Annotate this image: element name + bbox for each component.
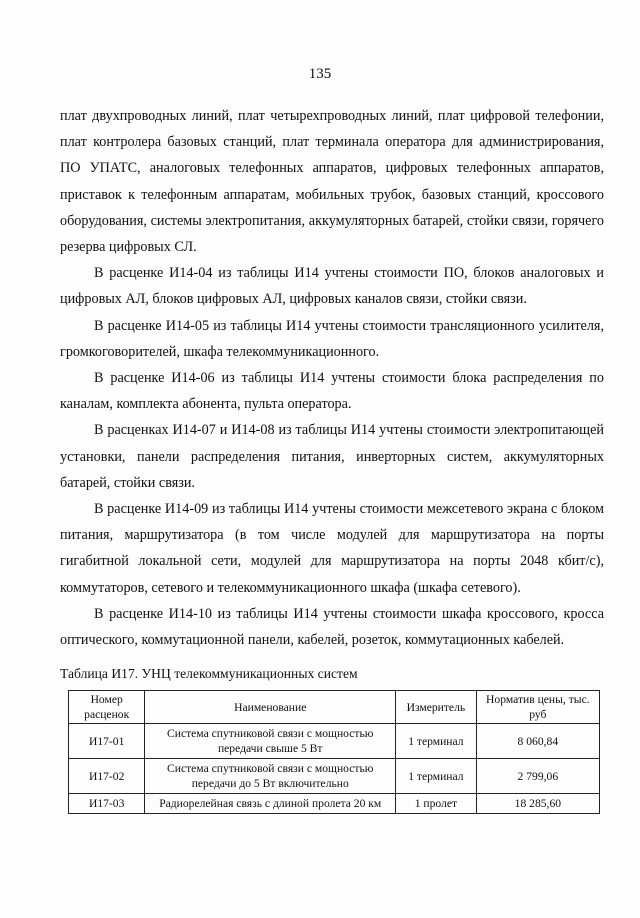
cell-name: Радиорелейная связь с длиной пролета 20 км — [145, 794, 396, 814]
price-table — [68, 690, 600, 814]
header-unit: Измеритель — [396, 691, 477, 724]
cell-unit: 1 пролет — [396, 794, 477, 814]
header-price: Норматив цены, тыс. руб — [476, 691, 599, 724]
table-row — [69, 759, 600, 794]
page-number: 135 — [308, 66, 332, 82]
cell-num: И17-02 — [69, 759, 145, 794]
table-header-row — [69, 691, 600, 724]
paragraph: плат двухпроводных линий, плат четырехпроводных линий, плат цифровой телефонии, плат контролера базовых станций, плат терминала оператора для администрирования, ПО УПАТС, аналоговых телефонных аппаратов, цифровых телефонных аппаратов, приставок к телефонным аппаратам, мобильных трубок, базовых станций, кроссового оборудования, системы электропитания, аккумуляторных батарей, стойки связи, горячего резерва цифровых СЛ. — [60, 108, 604, 256]
body-text — [60, 103, 604, 653]
header-name: Наименование — [145, 691, 396, 724]
cell-price: 2 799,06 — [476, 759, 599, 794]
paragraph: В расценке И14-10 из таблицы И14 учтены стоимости шкафа кроссового, кросса оптического, коммутационной панели, кабелей, розеток, коммутационных кабелей. — [60, 605, 604, 649]
cell-num: И17-03 — [69, 794, 145, 814]
paragraph: В расценке И14-04 из таблицы И14 учтены стоимости ПО, блоков аналоговых и цифровых АЛ, блоков цифровых АЛ, цифровых каналов связи, стойки связи. — [60, 265, 604, 308]
table-row — [69, 724, 600, 759]
cell-name: Система спутниковой связи с мощностью передачи до 5 Вт включительно — [145, 759, 396, 794]
paragraph: В расценке И14-05 из таблицы И14 учтены стоимости трансляционного усилителя, громкоговорителей, шкафа телекоммуникационного. — [60, 317, 604, 360]
paragraph: В расценках И14-07 и И14-08 из таблицы И14 учтены стоимости электропитающей установки, панели распределения питания, инверторных систем, аккумуляторных батарей, стойки связи. — [60, 422, 604, 491]
paragraph: В расценке И14-06 из таблицы И14 учтены стоимости блока распределения по каналам, комплекта абонента, пульта оператора. — [60, 370, 604, 413]
cell-price: 8 060,84 — [476, 724, 599, 759]
cell-price: 18 285,60 — [476, 794, 599, 814]
cell-num: И17-01 — [69, 724, 145, 759]
table-caption: Таблица И17. УНЦ телекоммуникационных систем — [60, 666, 358, 681]
paragraph: В расценке И14-09 из таблицы И14 учтены стоимости межсетевого экрана с блоком питания, маршрутизатора (в том числе модулей для маршрутизатора на порты гигабитной локальной сети, модулей для маршрутизатора на порты 2048 кбит/с), коммутаторов, сетевого и телекоммуникационного шкафа (шкафа сетевого). — [60, 501, 604, 596]
cell-unit: 1 терминал — [396, 759, 477, 794]
header-num: Номер расценок — [69, 691, 145, 724]
cell-name: Система спутниковой связи с мощностью передачи свыше 5 Вт — [145, 724, 396, 759]
table-row — [69, 794, 600, 814]
cell-unit: 1 терминал — [396, 724, 477, 759]
